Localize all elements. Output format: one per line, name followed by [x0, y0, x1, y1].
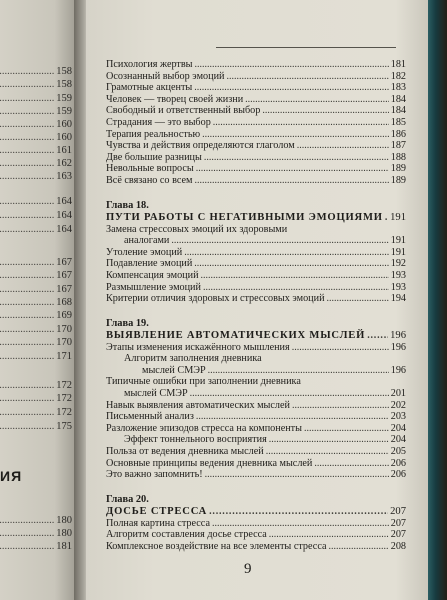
page-number: 9: [244, 561, 252, 577]
toc-entry-page: 189: [390, 163, 406, 175]
toc-entry-title: Свободный и ответственный выбор: [106, 105, 261, 117]
chapter-title-row: [106, 212, 406, 224]
toc-entry-title-cont: мыслей СМЭР: [142, 364, 206, 376]
toc-entry: [106, 282, 406, 294]
toc-entry-title: Размышление эмоций: [106, 281, 201, 293]
dot-leader: [202, 129, 389, 141]
left-page-number: ..... 181: [0, 541, 72, 553]
dot-leader: [213, 117, 389, 129]
toc-entry-page: 186: [390, 128, 406, 140]
left-page: [0, 0, 78, 600]
dot-leader: [314, 458, 388, 470]
toc-entry-title: Типичные ошибки при заполнении дневника: [106, 376, 301, 388]
toc-entry-continuation: [106, 235, 406, 247]
chapter-title: ПУТИ РАБОТЫ С НЕГАТИВНЫМИ ЭМОЦИЯМИ: [106, 211, 383, 223]
chapter-page: 196: [390, 329, 406, 341]
toc-entry-page: 181: [390, 59, 406, 70]
toc-entry-page: 196: [390, 364, 406, 376]
dot-leader: [304, 423, 389, 435]
toc-entry-title: Этапы изменения искажённого мышления: [106, 341, 290, 353]
toc-entry-page: 206: [390, 469, 406, 481]
toc-entry: [106, 163, 406, 175]
toc-entry-page: 187: [390, 140, 406, 152]
left-page-number: ..... 169: [0, 310, 72, 322]
toc-entry-title: Алгоритм составления досье стресса: [106, 529, 267, 541]
toc-entry-page: 202: [390, 399, 406, 411]
dot-leader: [208, 365, 389, 377]
toc-entry: [106, 117, 406, 129]
toc-entry-line: [106, 353, 406, 365]
toc-entry: [106, 129, 406, 141]
dot-leader: [226, 71, 388, 83]
toc-entry-page: 206: [390, 457, 406, 469]
dot-leader: [184, 247, 388, 259]
left-page-number: ..... 180: [0, 515, 72, 527]
toc-entry-page: 196: [390, 341, 406, 353]
dot-leader: [190, 388, 389, 400]
left-page-number: ..... 159: [0, 93, 72, 105]
toc-entry: [106, 152, 406, 164]
dot-leader: [195, 59, 389, 71]
dot-leader: [196, 163, 389, 175]
left-page-number: ..... 167: [0, 284, 72, 296]
toc-entry-title: Основные принципы ведения дневника мыслей: [106, 457, 313, 469]
left-page-number: ..... 161: [0, 145, 72, 157]
toc-entry-page: 203: [390, 411, 406, 423]
toc-entry: [106, 247, 406, 259]
toc-entry-page: 189: [390, 174, 406, 186]
toc-entry-page: 193: [390, 281, 406, 293]
left-page-number: ..... 160: [0, 132, 72, 144]
dot-leader: [328, 541, 388, 553]
toc-entry: [106, 94, 406, 106]
toc-entry: [106, 293, 406, 305]
toc-entry-title: Всё связано со всем: [106, 174, 193, 186]
toc-entry-continuation: [106, 365, 406, 377]
toc-entry: [106, 71, 406, 83]
toc-entry-page: 205: [390, 446, 406, 458]
toc-entry-page: 191: [390, 235, 406, 247]
toc-entry-title: Грамотные акценты: [106, 82, 193, 94]
toc-entry: [106, 446, 406, 458]
dot-leader: [194, 258, 388, 270]
toc-entry: [106, 541, 406, 553]
toc-entry-page: 194: [390, 293, 406, 305]
table-of-contents: [106, 59, 406, 553]
left-page-number: ..... 162: [0, 158, 72, 170]
dot-leader: [203, 282, 389, 294]
toc-entry-title: Это важно запомнить!: [106, 469, 203, 481]
toc-entry-title: Алгоритм заполнения дневника: [124, 353, 262, 365]
toc-entry: [106, 270, 406, 282]
left-page-number: ..... 163: [0, 171, 72, 183]
toc-entry-title: Полная картина стресса: [106, 517, 210, 529]
chapter-page: 191: [390, 211, 406, 223]
toc-entry-title: Невольные вопросы: [106, 163, 194, 175]
toc-entry-page: 204: [390, 434, 406, 446]
dot-leader: [194, 175, 388, 187]
toc-entry-title: Компенсация эмоций: [106, 269, 199, 281]
dot-leader: [266, 446, 389, 458]
toc-entry-title: Чувства и действия определяются глаголом: [106, 140, 295, 152]
toc-entry-page: 204: [390, 422, 406, 434]
left-page-number: ..... 170: [0, 337, 72, 349]
toc-entry-page: 185: [390, 116, 406, 128]
dot-leader: [209, 506, 388, 518]
chapter-title: ДОСЬЕ СТРЕССА: [106, 505, 208, 517]
left-page-number: ..... 159: [0, 106, 72, 118]
toc-entry-title: Критерии отличия здоровых и стрессовых эмоций: [106, 293, 325, 305]
toc-entry: [106, 59, 406, 71]
toc-entry: [106, 400, 406, 412]
dot-leader: [201, 270, 389, 282]
right-page: [86, 0, 430, 600]
toc-entry: [106, 518, 406, 530]
dot-leader: [204, 152, 389, 164]
dot-leader: [245, 94, 389, 106]
toc-entry: [106, 175, 406, 187]
toc-entry-page: 208: [390, 541, 406, 552]
toc-entry-title: Психология жертвы: [106, 59, 193, 70]
dot-leader: [269, 529, 389, 541]
toc-entry-title-cont: мыслей СМЭР: [124, 388, 188, 400]
toc-entry-page: 192: [390, 258, 406, 270]
toc-entry-title-cont: аналогами: [124, 235, 170, 247]
toc-entry-line: [106, 376, 406, 388]
toc-entry-page: 184: [390, 93, 406, 105]
dot-leader: [269, 434, 389, 446]
toc-entry-page: 188: [390, 151, 406, 163]
toc-entry-title: Утоление эмоций: [106, 246, 183, 258]
toc-entry-title: Навык выявления автоматических мыслей: [106, 399, 290, 411]
toc-entry-title: Подавление эмоций: [106, 258, 193, 270]
toc-entry: [106, 434, 406, 446]
toc-entry-page: 193: [390, 269, 406, 281]
chapter-page: 207: [390, 505, 406, 517]
top-rule: [216, 47, 396, 48]
dot-leader: [385, 212, 388, 224]
chapter-label: Глава 18.: [106, 199, 149, 211]
toc-entry-title: Польза от ведения дневника мыслей: [106, 446, 264, 458]
toc-entry-line: [106, 224, 406, 236]
left-page-number: ..... 168: [0, 297, 72, 309]
toc-entry-page: 201: [390, 388, 406, 400]
left-page-number: ..... 158: [0, 79, 72, 91]
chapter-title: ВЫЯВЛЕНИЕ АВТОМАТИЧЕСКИХ МЫСЛЕЙ: [106, 329, 366, 341]
left-page-number: ..... 167: [0, 257, 72, 269]
dot-leader: [205, 469, 389, 481]
toc-entry: [106, 342, 406, 354]
dot-leader: [212, 518, 389, 530]
dot-leader: [327, 293, 389, 305]
dot-leader: [292, 342, 389, 354]
left-page-number: ..... 167: [0, 270, 72, 282]
left-page-number: ..... 175: [0, 421, 72, 433]
toc-entry: [106, 82, 406, 94]
left-page-number: ..... 171: [0, 351, 72, 363]
dot-leader: [292, 400, 389, 412]
toc-entry: [106, 529, 406, 541]
toc-entry: [106, 105, 406, 117]
toc-entry: [106, 411, 406, 423]
toc-entry-title: Комплексное воздействие на все элементы стресса: [106, 541, 327, 552]
toc-entry-title: Осознанный выбор эмоций: [106, 70, 225, 82]
left-page-number: ..... 170: [0, 324, 72, 336]
left-heading-fragment: ИЯ: [0, 468, 23, 484]
toc-entry-title: Терапия реальностью: [106, 128, 201, 140]
left-page-number: ..... 172: [0, 380, 72, 392]
toc-entry-title: Страдания — это выбор: [106, 116, 211, 128]
left-page-number: ..... 172: [0, 393, 72, 405]
dot-leader: [262, 105, 388, 117]
left-page-number: ..... 160: [0, 119, 72, 131]
dot-leader: [367, 330, 388, 342]
toc-entry-page: 207: [390, 529, 406, 541]
toc-entry-page: 184: [390, 105, 406, 117]
chapter-title-row: [106, 506, 406, 518]
toc-entry: [106, 258, 406, 270]
toc-entry: [106, 140, 406, 152]
chapter-label: Глава 20.: [106, 493, 149, 505]
toc-entry: [106, 458, 406, 470]
left-page-number: ..... 164: [0, 210, 72, 222]
toc-entry-title: Разложение эпизодов стресса на компоненты: [106, 422, 302, 434]
dot-leader: [297, 140, 389, 152]
left-page-number: ..... 164: [0, 224, 72, 236]
toc-entry-continuation: [106, 388, 406, 400]
toc-entry-title: Две большие разницы: [106, 151, 202, 163]
toc-entry-title: Человек — творец своей жизни: [106, 93, 244, 105]
left-page-number: ..... 164: [0, 196, 72, 208]
toc-entry-title: Письменный анализ: [106, 411, 194, 423]
left-page-number: ..... 158: [0, 66, 72, 78]
dot-leader: [171, 235, 388, 247]
left-page-number: ..... 172: [0, 407, 72, 419]
toc-entry-title: Замена стрессовых эмоций их здоровыми: [106, 223, 288, 235]
toc-entry: [106, 423, 406, 435]
toc-entry-page: 191: [390, 246, 406, 258]
toc-entry-title: Эффект тоннельного восприятия: [124, 434, 267, 446]
book-cover-edge: [428, 0, 447, 600]
left-page-number: ..... 180: [0, 528, 72, 540]
chapter-title-row: [106, 330, 406, 342]
toc-entry-page: 183: [390, 82, 406, 94]
dot-leader: [194, 82, 388, 94]
chapter-label: Глава 19.: [106, 317, 149, 329]
toc-entry: [106, 469, 406, 481]
toc-entry-page: 207: [390, 517, 406, 529]
dot-leader: [196, 411, 389, 423]
toc-entry-page: 182: [390, 70, 406, 82]
